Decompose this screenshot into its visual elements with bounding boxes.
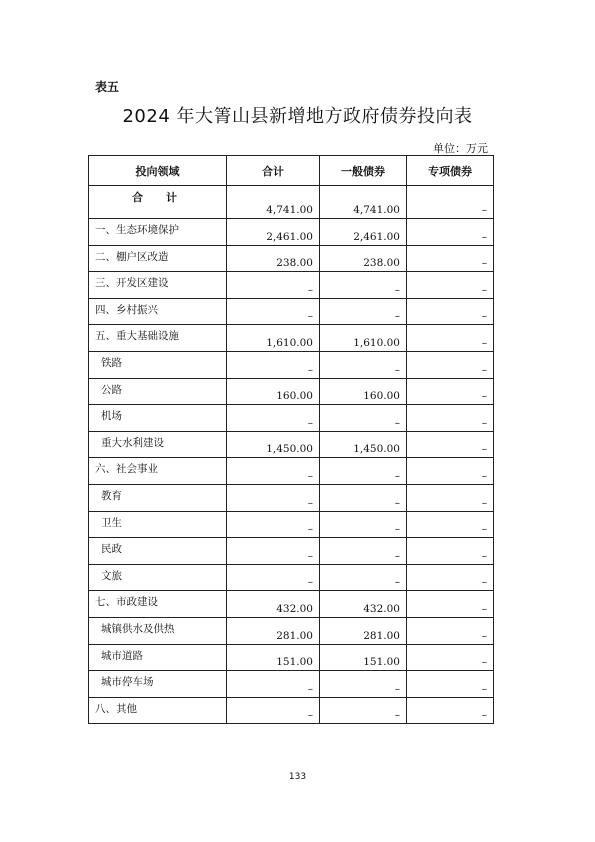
column-header-category: 投向领域 bbox=[89, 156, 227, 186]
table-row bbox=[89, 564, 494, 591]
general-bond-cell: – bbox=[320, 405, 407, 432]
total-amount-cell: – bbox=[227, 564, 320, 591]
category-cell: 四、乡村振兴 bbox=[89, 298, 227, 325]
table-row bbox=[89, 617, 494, 644]
special-bond-cell: – bbox=[407, 538, 494, 565]
document-title: 2024 年大箐山县新增地方政府债券投向表 bbox=[122, 106, 473, 127]
category-cell: 城市停车场 bbox=[89, 671, 227, 698]
special-bond-cell: – bbox=[407, 219, 494, 246]
total-amount-cell: 1,450.00 bbox=[227, 431, 320, 458]
special-bond-cell: – bbox=[407, 405, 494, 432]
total-amount-cell: – bbox=[227, 671, 320, 698]
category-cell: 文旅 bbox=[89, 564, 227, 591]
total-amount-cell: 151.00 bbox=[227, 644, 320, 671]
special-bond-cell: – bbox=[407, 484, 494, 511]
category-cell: 一、生态环境保护 bbox=[89, 219, 227, 246]
special-bond-cell: – bbox=[407, 458, 494, 485]
category-cell: 六、社会事业 bbox=[89, 458, 227, 485]
special-bond-cell: – bbox=[407, 697, 494, 724]
table-row bbox=[89, 484, 494, 511]
table-row bbox=[89, 644, 494, 671]
general-bond-cell: 160.00 bbox=[320, 378, 407, 405]
column-header-total: 合计 bbox=[227, 156, 320, 186]
category-cell: 八、其他 bbox=[89, 697, 227, 724]
general-bond-cell: – bbox=[320, 458, 407, 485]
total-amount-cell: 160.00 bbox=[227, 378, 320, 405]
special-bond-cell: – bbox=[407, 671, 494, 698]
special-bond-cell: – bbox=[407, 378, 494, 405]
special-bond-cell: – bbox=[407, 617, 494, 644]
unit-label: 单位：万元 bbox=[433, 142, 488, 155]
table-row bbox=[89, 378, 494, 405]
general-bond-cell: 1,610.00 bbox=[320, 325, 407, 352]
category-cell: 城镇供水及供热 bbox=[89, 617, 227, 644]
special-bond-cell: – bbox=[407, 245, 494, 272]
general-bond-cell: 151.00 bbox=[320, 644, 407, 671]
table-row bbox=[89, 219, 494, 246]
category-cell: 七、市政建设 bbox=[89, 591, 227, 618]
total-amount-cell: – bbox=[227, 511, 320, 538]
total-amount-cell: – bbox=[227, 697, 320, 724]
special-bond-cell: – bbox=[407, 431, 494, 458]
table-row bbox=[89, 511, 494, 538]
category-cell: 卫生 bbox=[89, 511, 227, 538]
general-bond-cell: 281.00 bbox=[320, 617, 407, 644]
total-amount-cell: – bbox=[227, 298, 320, 325]
special-bond-cell: – bbox=[407, 644, 494, 671]
category-cell: 三、开发区建设 bbox=[89, 272, 227, 299]
special-bond-cell: – bbox=[407, 186, 494, 219]
table-row bbox=[89, 697, 494, 724]
total-row bbox=[89, 186, 494, 219]
special-bond-cell: – bbox=[407, 298, 494, 325]
table-row bbox=[89, 298, 494, 325]
total-amount-cell: 4,741.00 bbox=[227, 186, 320, 219]
table-row bbox=[89, 245, 494, 272]
table-row bbox=[89, 431, 494, 458]
category-cell: 城市道路 bbox=[89, 644, 227, 671]
total-amount-cell: – bbox=[227, 458, 320, 485]
total-amount-cell: 432.00 bbox=[227, 591, 320, 618]
general-bond-cell: 432.00 bbox=[320, 591, 407, 618]
table-row bbox=[89, 272, 494, 299]
table-row bbox=[89, 405, 494, 432]
special-bond-cell: – bbox=[407, 272, 494, 299]
table-row bbox=[89, 671, 494, 698]
general-bond-cell: – bbox=[320, 511, 407, 538]
general-bond-cell: – bbox=[320, 351, 407, 378]
category-cell: 二、棚户区改造 bbox=[89, 245, 227, 272]
category-cell: 五、重大基础设施 bbox=[89, 325, 227, 352]
table-header-row bbox=[89, 156, 494, 186]
table-body bbox=[89, 186, 494, 724]
table-row bbox=[89, 538, 494, 565]
bond-allocation-table bbox=[88, 155, 494, 724]
special-bond-cell: – bbox=[407, 325, 494, 352]
total-amount-cell: – bbox=[227, 272, 320, 299]
general-bond-cell: 1,450.00 bbox=[320, 431, 407, 458]
category-cell: 合 计 bbox=[89, 186, 227, 219]
general-bond-cell: – bbox=[320, 564, 407, 591]
total-amount-cell: 2,461.00 bbox=[227, 219, 320, 246]
general-bond-cell: 2,461.00 bbox=[320, 219, 407, 246]
total-amount-cell: 1,610.00 bbox=[227, 325, 320, 352]
table-label: 表五 bbox=[95, 80, 120, 94]
total-amount-cell: – bbox=[227, 405, 320, 432]
special-bond-cell: – bbox=[407, 564, 494, 591]
general-bond-cell: 4,741.00 bbox=[320, 186, 407, 219]
category-cell: 铁路 bbox=[89, 351, 227, 378]
special-bond-cell: – bbox=[407, 591, 494, 618]
category-cell: 教育 bbox=[89, 484, 227, 511]
general-bond-cell: – bbox=[320, 697, 407, 724]
general-bond-cell: – bbox=[320, 671, 407, 698]
total-amount-cell: – bbox=[227, 484, 320, 511]
category-cell: 机场 bbox=[89, 405, 227, 432]
general-bond-cell: – bbox=[320, 298, 407, 325]
category-cell: 民政 bbox=[89, 538, 227, 565]
total-amount-cell: 238.00 bbox=[227, 245, 320, 272]
table-row bbox=[89, 458, 494, 485]
column-header-special-bonds: 专项债券 bbox=[407, 156, 494, 186]
total-amount-cell: 281.00 bbox=[227, 617, 320, 644]
table-row bbox=[89, 351, 494, 378]
total-amount-cell: – bbox=[227, 538, 320, 565]
page-number: 133 bbox=[288, 772, 307, 782]
category-cell: 公路 bbox=[89, 378, 227, 405]
total-amount-cell: – bbox=[227, 351, 320, 378]
category-cell: 重大水利建设 bbox=[89, 431, 227, 458]
column-header-general-bonds: 一般债券 bbox=[320, 156, 407, 186]
table-row bbox=[89, 325, 494, 352]
special-bond-cell: – bbox=[407, 511, 494, 538]
general-bond-cell: – bbox=[320, 484, 407, 511]
table-row bbox=[89, 591, 494, 618]
general-bond-cell: 238.00 bbox=[320, 245, 407, 272]
general-bond-cell: – bbox=[320, 538, 407, 565]
special-bond-cell: – bbox=[407, 351, 494, 378]
general-bond-cell: – bbox=[320, 272, 407, 299]
